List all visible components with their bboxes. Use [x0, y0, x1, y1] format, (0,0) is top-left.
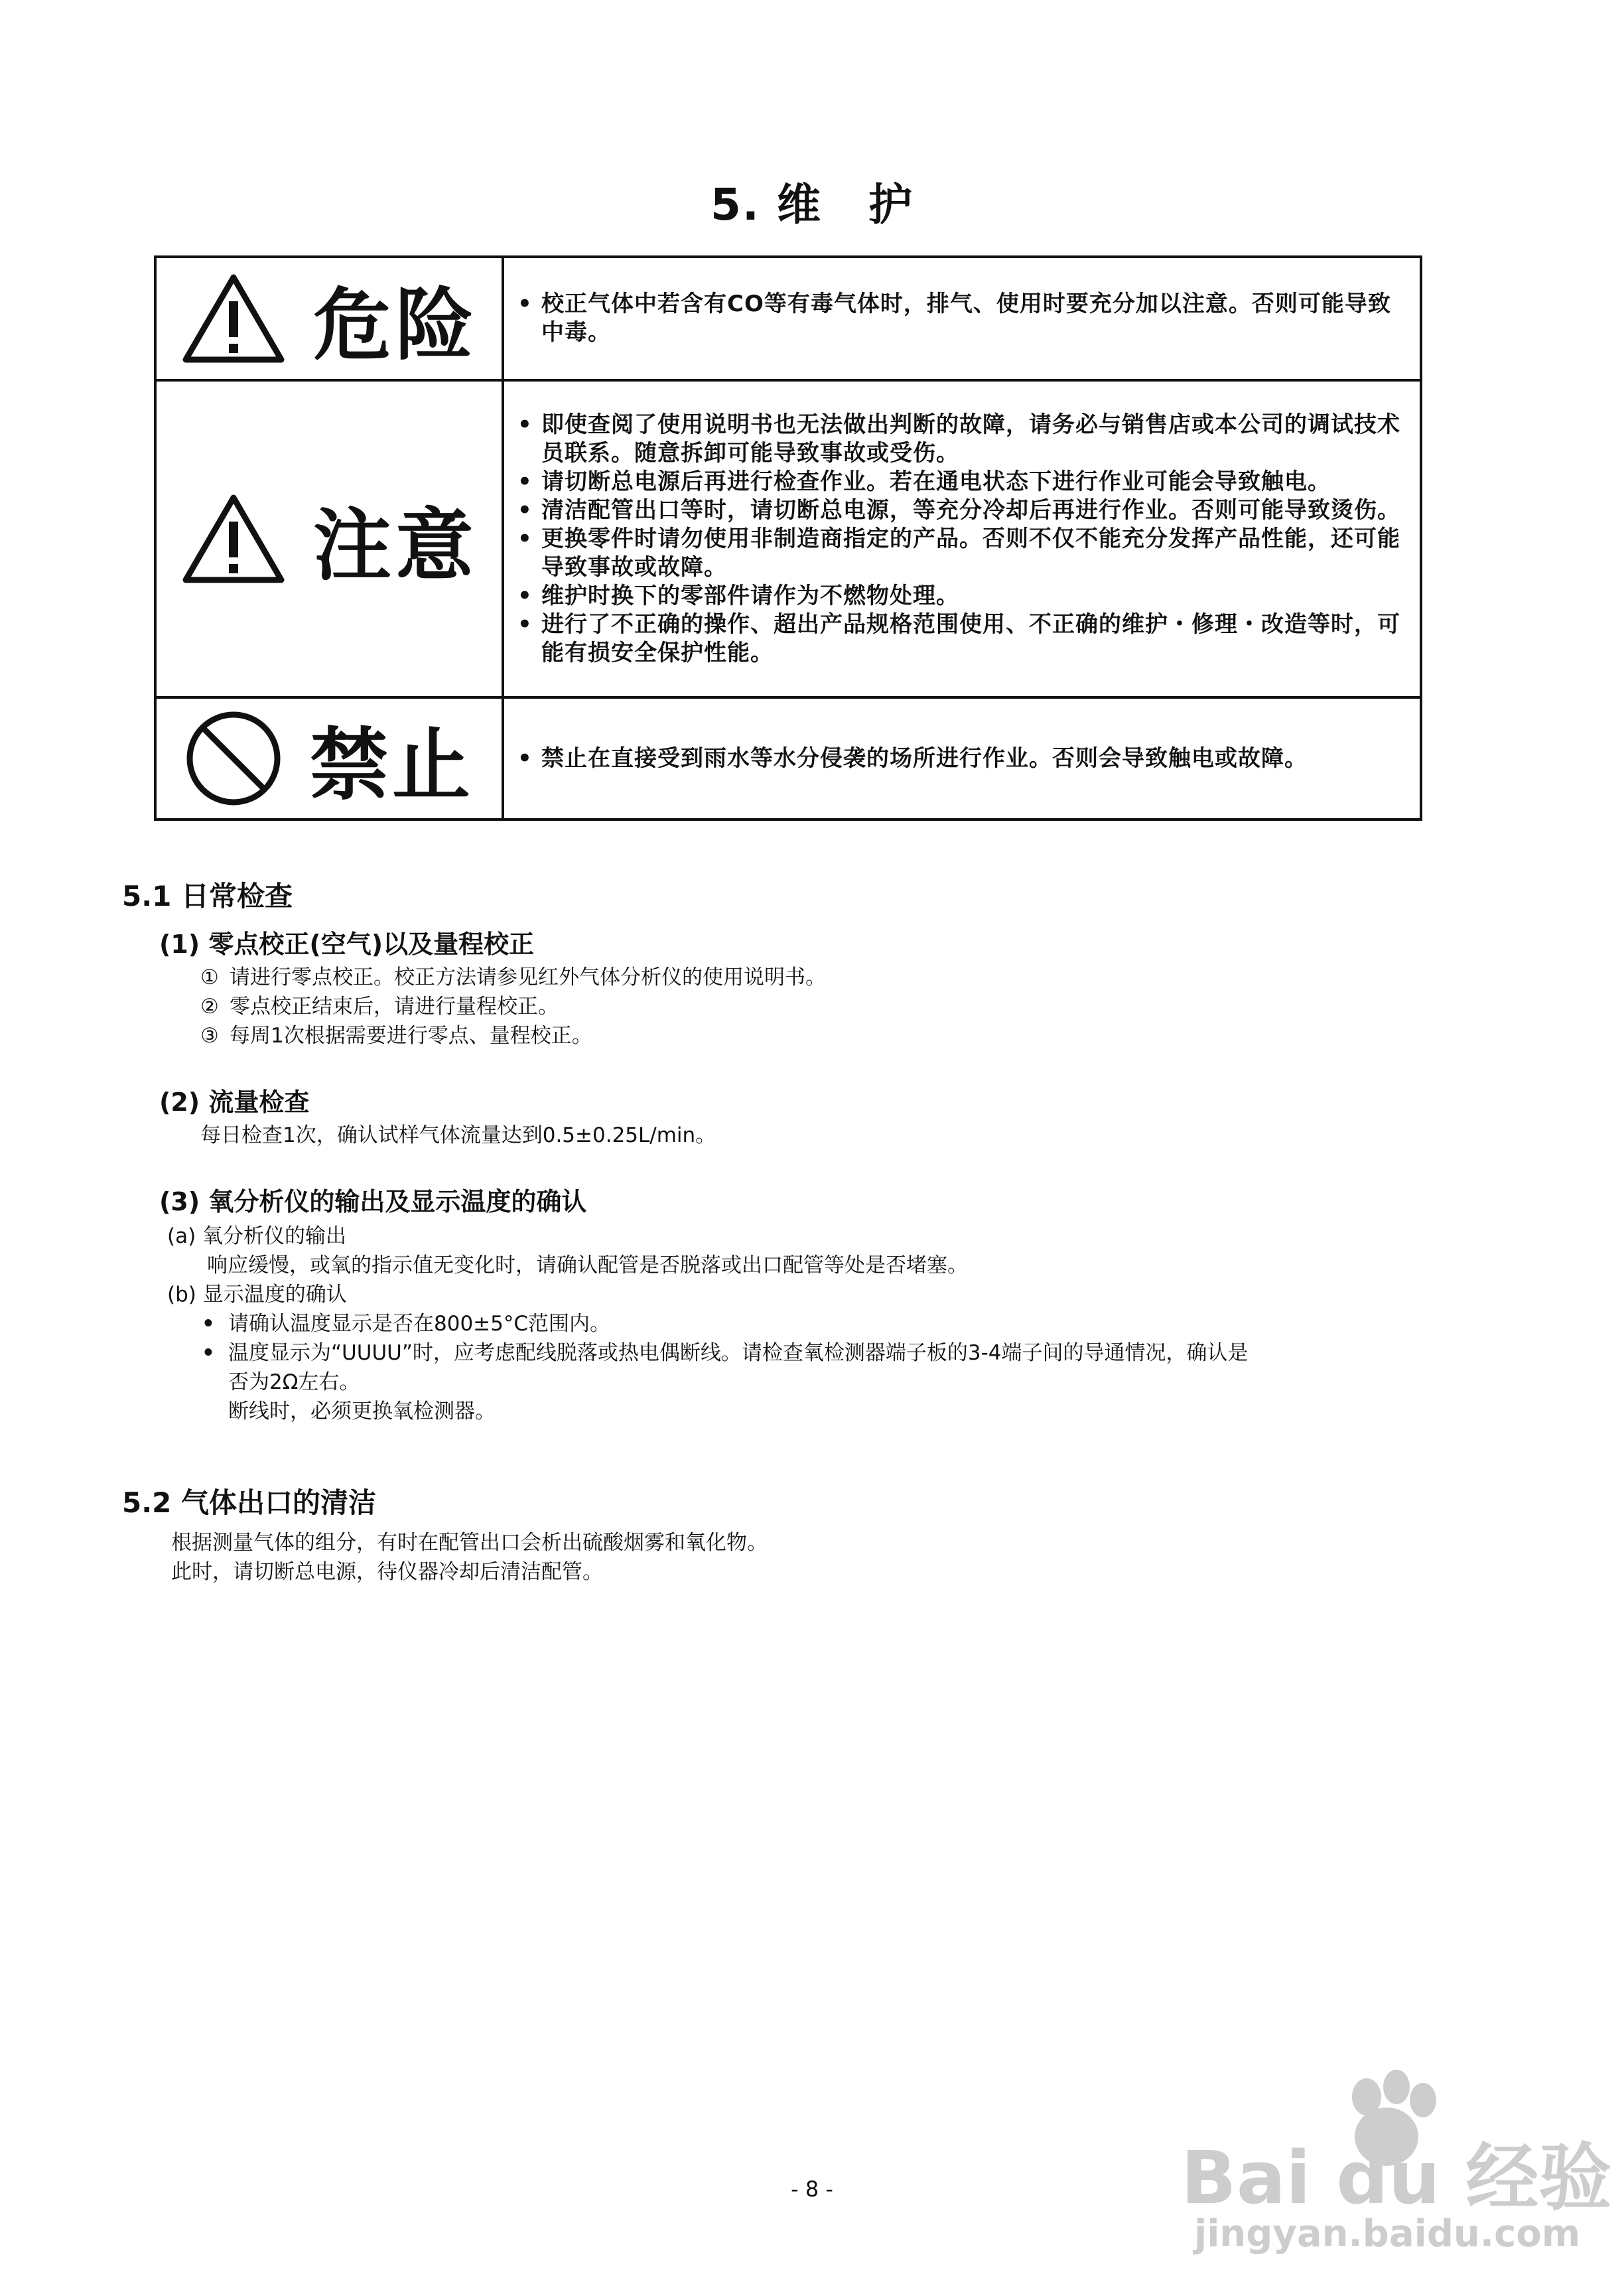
page-number: - 8 -: [791, 2176, 833, 2202]
item-b-label: (b) 显示温度的确认: [167, 1283, 347, 1307]
section-5-2-heading: 5.2 气体出口的清洁: [122, 1486, 377, 1519]
bullet-item-continued: 否为2Ω左右。: [228, 1370, 360, 1394]
prohibit-label: 禁止: [309, 719, 474, 811]
danger-item: • 校正气体中若含有CO等有毒气体时，排气、使用时要充分加以注意。否则可能导致中毒。: [513, 290, 1408, 347]
svg-text:Bai du 经验: Bai du 经验: [1181, 2135, 1612, 2220]
prohibit-item: • 禁止在直接受到雨水等水分侵袭的场所进行作业。否则会导致触电或故障。: [513, 745, 1408, 773]
danger-messages: [503, 257, 1421, 380]
caution-item: • 维护时换下的零部件请作为不燃物处理。: [513, 582, 1408, 610]
subsection-1-heading: (1) 零点校正(空气)以及量程校正: [159, 930, 535, 959]
warning-triangle-icon: [180, 492, 287, 585]
safety-warning-table: [154, 255, 1422, 821]
bullet-item: • 请确认温度显示是否在800±5°C范围内。: [202, 1312, 611, 1336]
caution-messages: [503, 380, 1421, 697]
caution-item: • 清洁配管出口等时，请切断总电源，等充分冷却后再进行作业。否则可能导致烫伤。: [513, 496, 1408, 525]
list-item: ② 零点校正结束后，请进行量程校正。: [200, 995, 559, 1019]
flow-check-text: 每日检查1次，确认试样气体流量达到0.5±0.25L/min。: [200, 1123, 716, 1147]
subsection-3-heading: (3) 氧分析仪的输出及显示温度的确认: [159, 1187, 587, 1216]
prohibit-row: [155, 697, 1421, 819]
cleaning-text: 此时，请切断总电源，待仪器冷却后清洁配管。: [171, 1560, 603, 1584]
warning-triangle-icon: [180, 272, 287, 365]
cleaning-text: 根据测量气体的组分，有时在配管出口会析出硫酸烟雾和氧化物。: [171, 1531, 768, 1555]
svg-text:jingyan.baidu.com: jingyan.baidu.com: [1194, 2212, 1581, 2255]
subsection-2-heading: (2) 流量检查: [159, 1088, 310, 1117]
caution-row: [155, 380, 1421, 697]
prohibition-icon: [184, 709, 283, 808]
caution-item: • 更换零件时请勿使用非制造商指定的产品。否则不仅不能充分发挥产品性能，还可能导致事故或故障。: [513, 525, 1408, 582]
danger-row: [155, 257, 1421, 380]
caution-item: • 即使查阅了使用说明书也无法做出判断的故障，请务必与销售店或本公司的调试技术员联系。随意拆卸可能导致事故或受伤。: [513, 411, 1408, 468]
baidu-jingyan-watermark: [1168, 2057, 1612, 2256]
prohibit-sign: [155, 697, 503, 819]
danger-sign: [155, 257, 503, 380]
caution-item: • 请切断总电源后再进行检查作业。若在通电状态下进行作业可能会导致触电。: [513, 468, 1408, 496]
caution-label: 注意: [312, 500, 478, 591]
item-a-text: 响应缓慢，或氧的指示值无变化时，请确认配管是否脱落或出口配管等处是否堵塞。: [207, 1253, 968, 1277]
item-a-label: (a) 氧分析仪的输出: [167, 1224, 347, 1248]
caution-item: • 进行了不正确的操作、超出产品规格范围使用、不正确的维护・修理・改造等时，可能有损安全保护性能。: [513, 610, 1408, 668]
section-5-1-heading: 5.1 日常检查: [122, 880, 293, 912]
list-item: ③ 每周1次根据需要进行零点、量程校正。: [200, 1024, 592, 1048]
caution-sign: [155, 380, 503, 697]
bullet-item: • 温度显示为“UUUU”时，应考虑配线脱落或热电偶断线。请检查氧检测器端子板的3-4端子间的导通情况，确认是: [202, 1341, 1249, 1365]
page-title: 5. 维 护: [710, 179, 914, 230]
list-item: ① 请进行零点校正。校正方法请参见红外气体分析仪的使用说明书。: [200, 965, 826, 989]
prohibit-messages: [503, 697, 1421, 819]
danger-label: 危险: [312, 279, 478, 371]
bullet-item-continued: 断线时，必须更换氧检测器。: [228, 1399, 496, 1423]
